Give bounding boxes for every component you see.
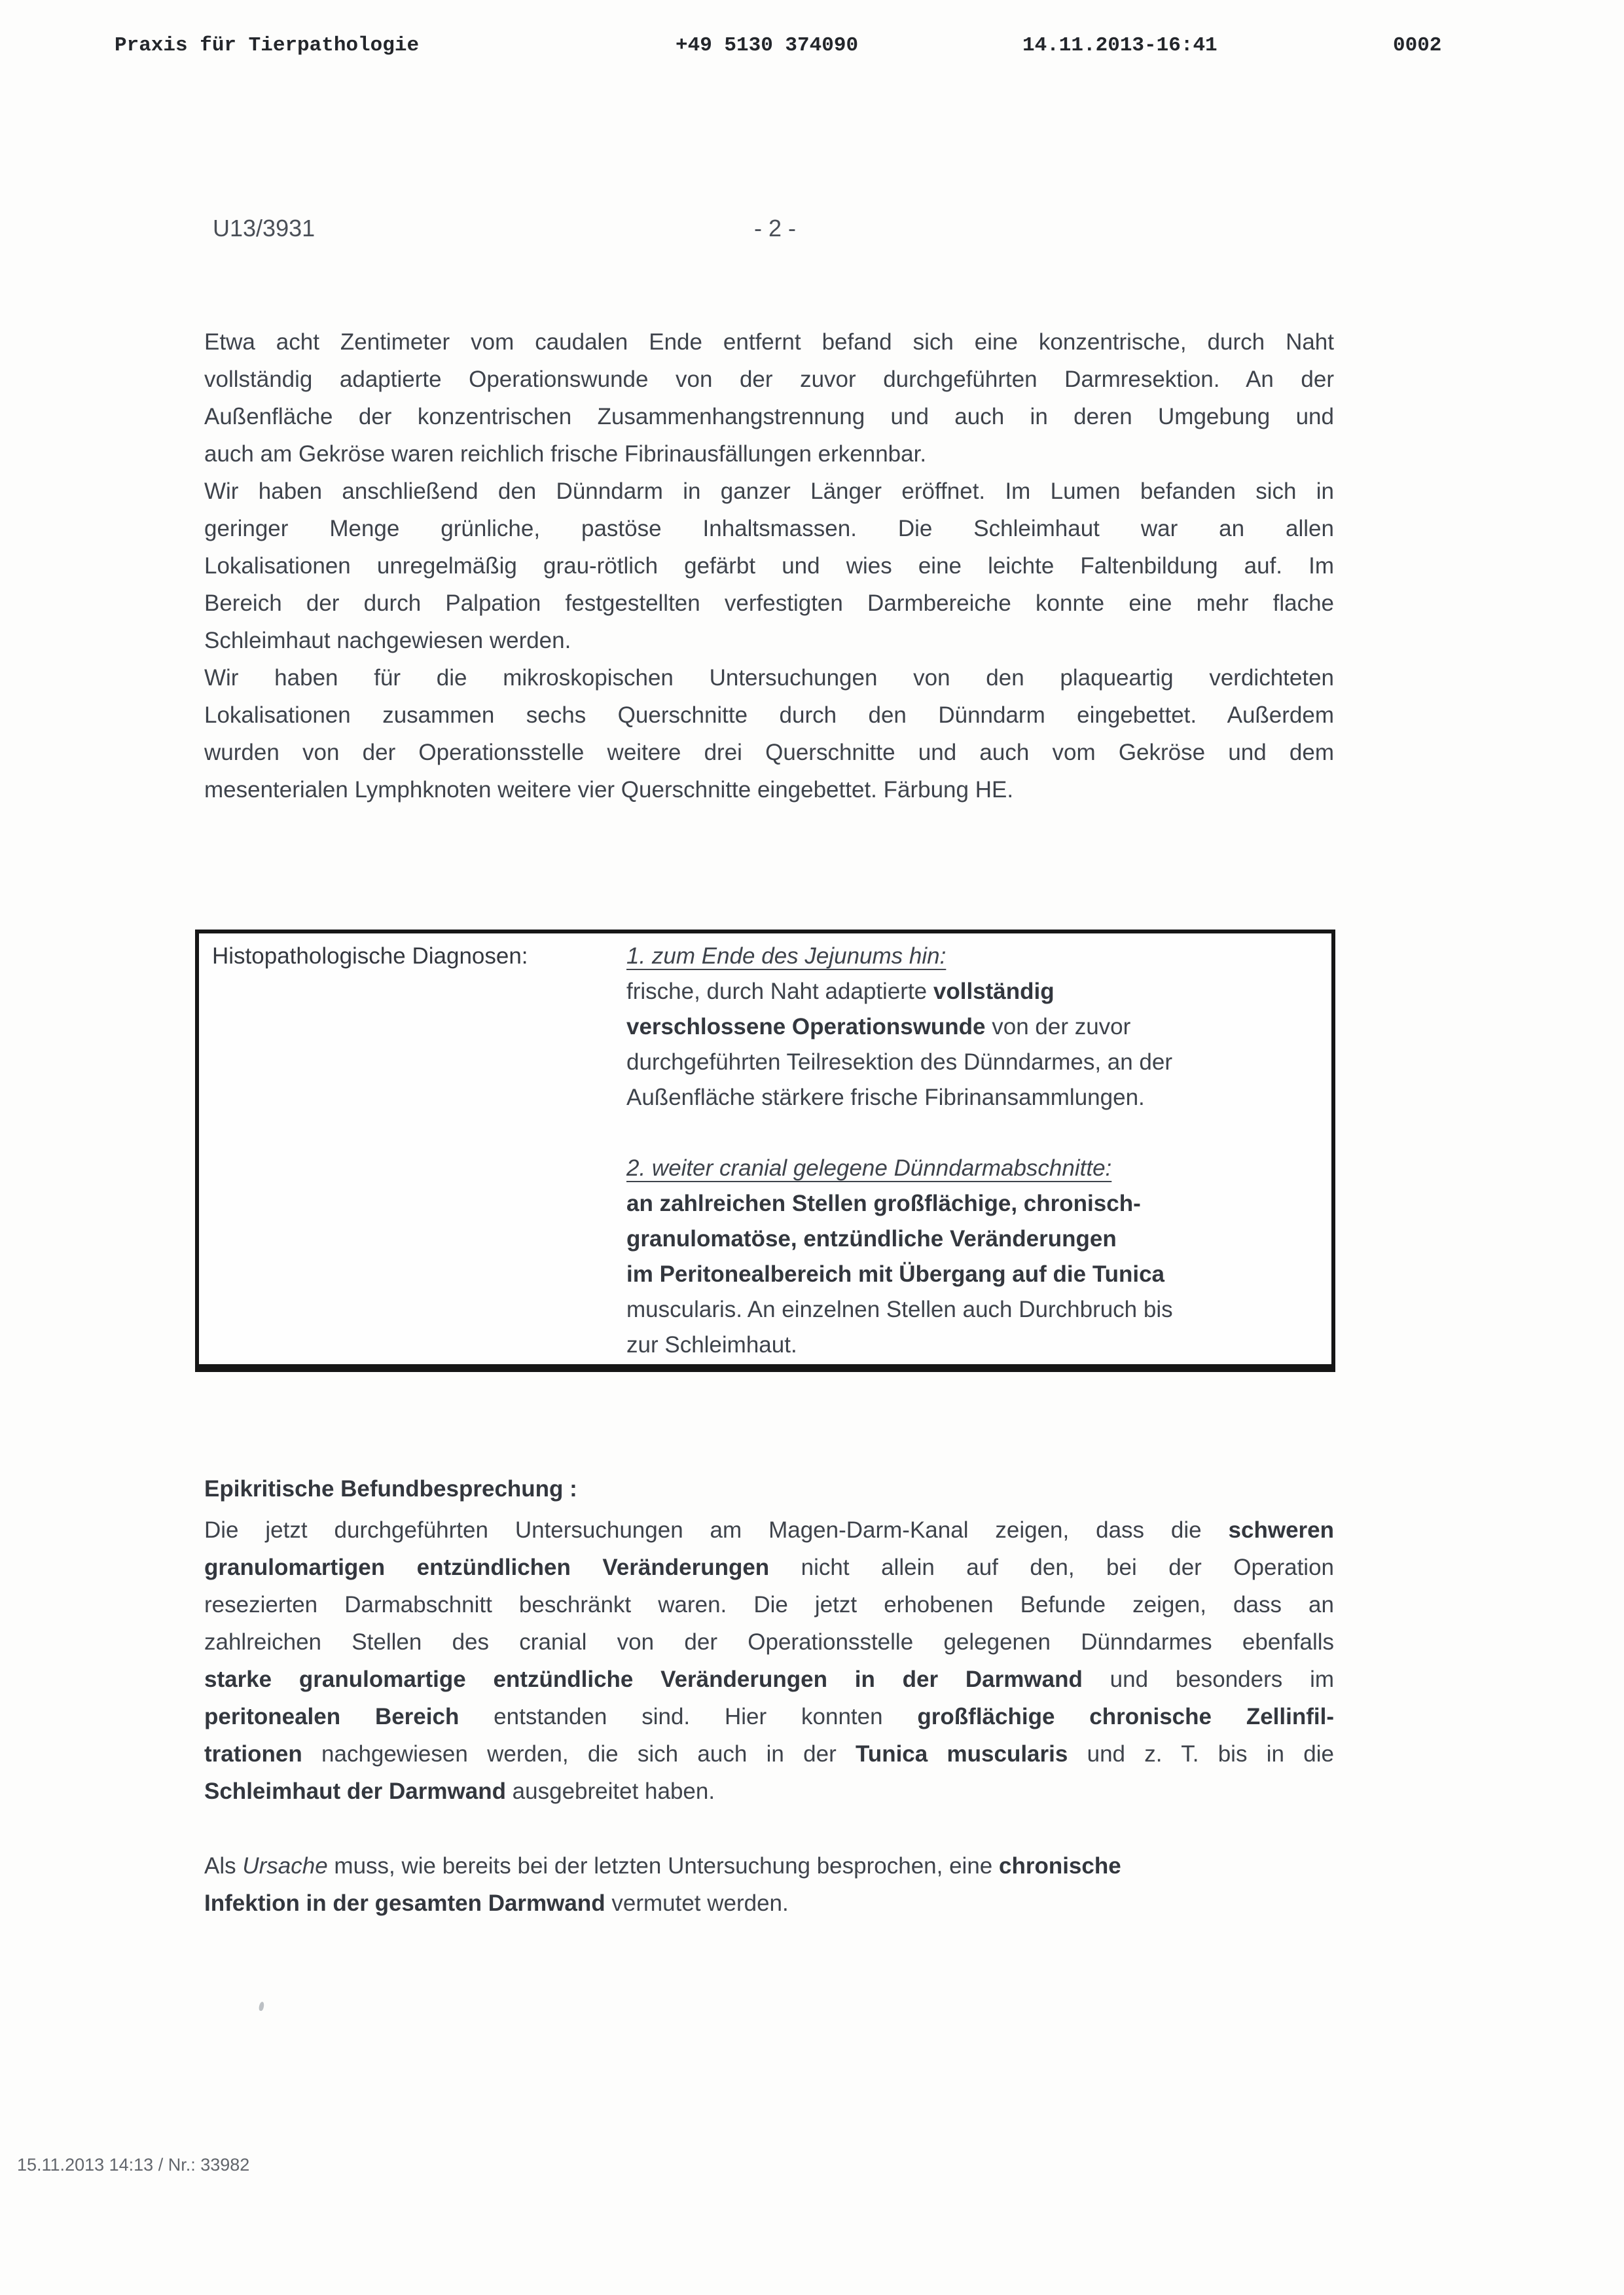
diagnoses-content	[626, 939, 1316, 1364]
diagnoses-label: Histopathologische Diagnosen:	[212, 943, 528, 969]
diagnosis-item-2: 2. weiter cranial gelegene Dünndarmabschnitte: an zahlreichen Stellen großflächige, chronisch- granulomatöse, entzündliche Veränderungen im Peritonealbereich mit Übergang auf die Tunica muscularis. An einzelnen Stellen auch Durchbruch bis zur Schleimhaut.	[626, 1155, 1173, 1358]
paragraph-microscopy-samples: Wir haben für die mikroskopischen Untersuchungen von den plaqueartig verdichteten Lokalisationen zusammen sechs Querschnitte durch den Dünndarm eingebettet. Außerdem wurden von der Operationsstelle weitere drei Querschnitte und auch vom Gekröse und dem mesenterialen Lymphknoten weitere vier Querschnitte eingebettet. Färbung HE.	[204, 665, 1334, 803]
reference-line	[0, 215, 1624, 247]
page-number: - 2 -	[754, 215, 797, 242]
paragraph-operation-wound: Etwa acht Zentimeter vom caudalen Ende entfernt befand sich eine konzentrische, durch Naht vollständig adaptierte Operationswunde von der zuvor durchgeführten Darmresektion. An der Außenfläche der konzentrischen Zusammenhangstrennung und auch in deren Umgebung und auch am Gekröse waren reichlich frische Fibrinausfällungen erkennbar.	[204, 329, 1334, 467]
epicrisis-heading: Epikritische Befundbesprechung :	[204, 1476, 577, 1502]
fax-phone-number: +49 5130 374090	[676, 34, 859, 57]
case-reference: U13/3931	[213, 215, 316, 242]
fax-page-counter: 0002	[1393, 34, 1442, 57]
cause-paragraph: Als Ursache muss, wie bereits bei der letzten Untersuchung besprochen, eine chronische Infektion in der gesamten Darmwand vermutet werden.	[204, 1853, 1121, 1916]
epicrisis-paragraph: Die jetzt durchgeführten Untersuchungen am Magen-Darm-Kanal zeigen, dass die schweren granulomartigen entzündlichen Veränderungen nicht allein auf den, bei der Operation resezierten Darmabschnitt beschränkt waren. Die jetzt erhobenen Befunde zeigen, dass an zahlreichen Stellen des cranial von der Operationsstelle gelegenen Dünndarmes ebenfalls starke granulomartige entzündliche Veränderungen in der Darmwand und besonders im peritonealen Bereich entstanden sind. Hier konnten großflächige chronische Zellinfil- trationen nachgewiesen werden, die sich auch in der Tunica muscularis und z. T. bis in die Schleimhaut der Darmwand ausgebreitet haben.	[204, 1517, 1335, 1804]
diagnosis-item-1: 1. zum Ende des Jejunums hin: frische, durch Naht adaptierte vollständig verschlossene Operationswunde von der zuvor durchgeführten Teilresektion des Dünndarmes, an der Außenfläche stärkere frische Fibrinansammlungen.	[626, 943, 1173, 1110]
histopathological-diagnoses-box	[195, 930, 1335, 1372]
macroscopic-findings-section	[204, 323, 1334, 808]
epicrisis-section	[204, 1470, 1334, 1810]
fax-footer-print-line: 15.11.2013 14:13 / Nr.: 33982	[17, 2155, 250, 2175]
fax-sender-name: Praxis für Tierpathologie	[115, 34, 420, 57]
paragraph-lumen-findings: Wir haben anschließend den Dünndarm in ganzer Länger eröffnet. Im Lumen befanden sich in geringer Menge grünliche, pastöse Inhaltsmassen. Die Schleimhaut war an allen Lokalisationen unregelmäßig grau-rötlich gefärbt und wies eine leichte Faltenbildung auf. Im Bereich der durch Palpation festgestellten verfestigten Darmbereiche konnte eine mehr flache Schleimhaut nachgewiesen werden.	[204, 479, 1334, 653]
scan-artifact	[259, 2001, 265, 2011]
fax-transmission-header	[0, 34, 1624, 60]
fax-datetime: 14.11.2013-16:41	[1022, 34, 1218, 57]
